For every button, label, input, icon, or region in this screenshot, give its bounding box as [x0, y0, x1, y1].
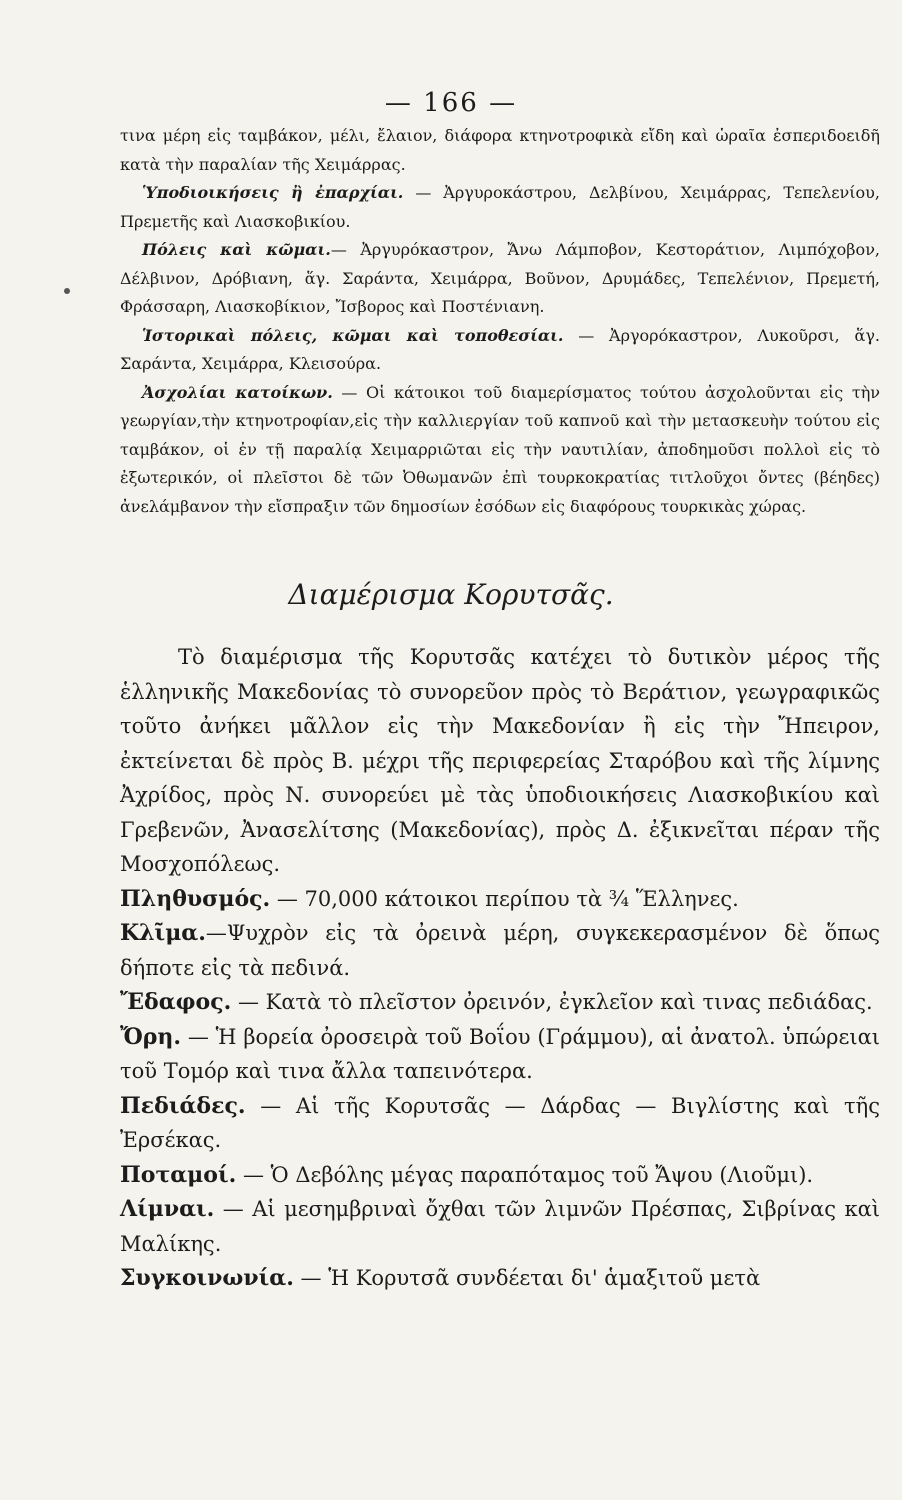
paragraph-historic	[120, 322, 880, 379]
paragraph-mountains	[120, 1020, 880, 1089]
lead-paragraph: Τὸ διαμέρισμα τῆς Κορυτσᾶς κατέχει τὸ δυτικὸν μέρος τῆς ἑλληνικῆς Μακεδονίας τὸ συνορεῦον πρὸς τὸ Βεράτιον, γεωγραφικῶς τοῦτο ἀνήκει μᾶλλον εἰς τὴν Μακεδονίαν ἢ εἰς τὴν Ἤπειρον, ἐκτείνεται δὲ πρὸς Β. μέχρι τῆς περιφερείας Σταρόβου καὶ τῆς λίμνης Ἀχρίδος, πρὸς Ν. συνορεύει μὲ τὰς ὑποδιοικήσεις Λιασκοβικίου καὶ Γρεβενῶν, Ἀνασελίτσης (Μακεδονίας), πρὸς Δ. ἐξικνεῖται πέραν τῆς Μοσχοπόλεως.	[120, 645, 880, 876]
towns-label: Πόλεις καὶ κῶμαι.	[142, 240, 331, 259]
mountains-label: Ὄρη.	[120, 1023, 182, 1050]
mountains-text: — Ἡ βορεία ὀροσειρὰ τοῦ Βοΐου (Γράμμου), αἱ ἀνατολ. ὑπώρειαι τοῦ Τομόρ καὶ τινα ἄλλα ταπεινότερα.	[120, 1024, 880, 1083]
rivers-label: Ποταμοί.	[120, 1161, 237, 1188]
historic-label: Ἱστορικαὶ πόλεις, κῶμαι καὶ τοποθεσίαι.	[142, 325, 564, 345]
paragraph-lakes	[120, 1192, 880, 1261]
paragraph-population	[120, 882, 880, 917]
lakes-text: — Αἱ μεσημβριναὶ ὄχθαι τῶν λιμνῶν Πρέσπας, Σιβρίνας καὶ Μαλίκης.	[120, 1197, 880, 1256]
communication-label: Συγκοινωνία.	[120, 1265, 294, 1291]
paragraph-rivers	[120, 1158, 880, 1193]
continuation-text: τινα μέρη εἰς ταμβάκον, μέλι, ἔλαιον, διάφορα κτηνοτροφικὰ εἴδη καὶ ὡραῖα ἐσπεριδοειδῆ κατὰ τὴν παραλίαν τῆς Χειμάρρας.	[120, 126, 880, 174]
rivers-text: — Ὁ Δεβόλης μέγας παραπόταμος τοῦ Ἄψου (Λιοῦμι).	[236, 1162, 814, 1187]
korytsa-section	[120, 640, 880, 1296]
lakes-label: Λίμναι.	[120, 1196, 215, 1222]
occupations-label: Ἀσχολίαι κατοίκων.	[142, 382, 333, 402]
margin-dot	[64, 288, 70, 294]
historic-text: — Ἀργορόκαστρον, Λυκοῦρσι, ἅγ. Σαράντα, Χειμάρρα, Κλεισούρα.	[120, 325, 880, 373]
section-title: Διαμέρισμα Κορυτσᾶς.	[288, 578, 614, 611]
paragraph-occupations	[120, 379, 880, 522]
plains-text: — Αἱ τῆς Κορυτσᾶς — Δάρδας — Βιγλίστης καὶ τῆς Ἐρσέκας.	[120, 1093, 880, 1152]
soil-label: Ἔδαφος.	[120, 989, 232, 1015]
subdivisions-text: — Ἀργυροκάστρου, Δελβίνου, Χειμάρρας, Τεπελενίου, Πρεμετῆς καὶ Λιασκοβικίου.	[120, 183, 880, 231]
paragraph-towns	[120, 236, 880, 322]
climate-text: —Ψυχρὸν εἰς τὰ ὀρεινὰ μέρη, συγκεκερασμένον δὲ ὅπως δήποτε εἰς τὰ πεδινά.	[120, 921, 880, 980]
towns-text: — Ἀργυρόκαστρον, Ἄνω Λάμποβον, Κεστοράτιον, Λιμπόχοβον, Δέλβινον, Δρόβιανη, ἅγ. Σαράντα, Χειμάρρα, Βοῦνον, Δρυμάδες, Τεπελένιον, Πρεμετή, Φράσσαρη, Λιασκοβίκιον, Ἴσβορος καὶ Ποστένιανη.	[120, 240, 881, 316]
paragraph-subdivisions	[120, 179, 880, 236]
soil-text: — Κατὰ τὸ πλεῖστον ὀρεινόν, ἐγκλεῖον καὶ τινας πεδιάδας.	[231, 990, 873, 1014]
population-text: — 70,000 κάτοικοι περίπου τὰ ¾ Ἕλληνες.	[270, 886, 739, 911]
communication-text: — Ἡ Κορυτσᾶ συνδέεται δι' ἁμαξιτοῦ μετὰ	[293, 1266, 761, 1290]
paragraph-communication	[120, 1261, 880, 1296]
climate-label: Κλῖμα.	[120, 920, 206, 946]
paragraph-soil	[120, 985, 880, 1020]
page-number: — 166 —	[384, 88, 518, 118]
occupations-text: — Οἱ κάτοικοι τοῦ διαμερίσματος τούτου ἀσχολοῦνται εἰς τὴν γεωργίαν,τὴν κτηνοτροφίαν,εἰς τὴν καλλιεργίαν τοῦ καπνοῦ καὶ τὴν μετασκευὴν τούτου εἰς ταμβάκον, οἱ ἐν τῇ παραλίᾳ Χειμαρριῶται εἰς τὴν ναυτιλίαν, ἀποδημοῦσι πολλοὶ εἰς τὸ ἐξωτερικόν, οἱ πλεῖστοι δὲ τῶν Ὀθωμανῶν ἐπὶ τουρκοκρατίας τιτλοῦχοι ὄντες (βέηδες) ἀνελάμβανον τὴν εἴσπραξιν τῶν δημοσίων ἐσόδων εἰς διαφόρους τουρκικὰς χώρας.	[120, 382, 881, 516]
plains-label: Πεδιάδες.	[120, 1092, 246, 1119]
paragraph-climate	[120, 916, 880, 985]
subdivisions-label: Ὑποδιοικήσεις ἢ ἐπαρχίαι.	[142, 183, 404, 202]
paragraph-plains	[120, 1089, 880, 1158]
population-label: Πληθυσμός.	[120, 885, 271, 912]
district-summary	[120, 122, 880, 521]
